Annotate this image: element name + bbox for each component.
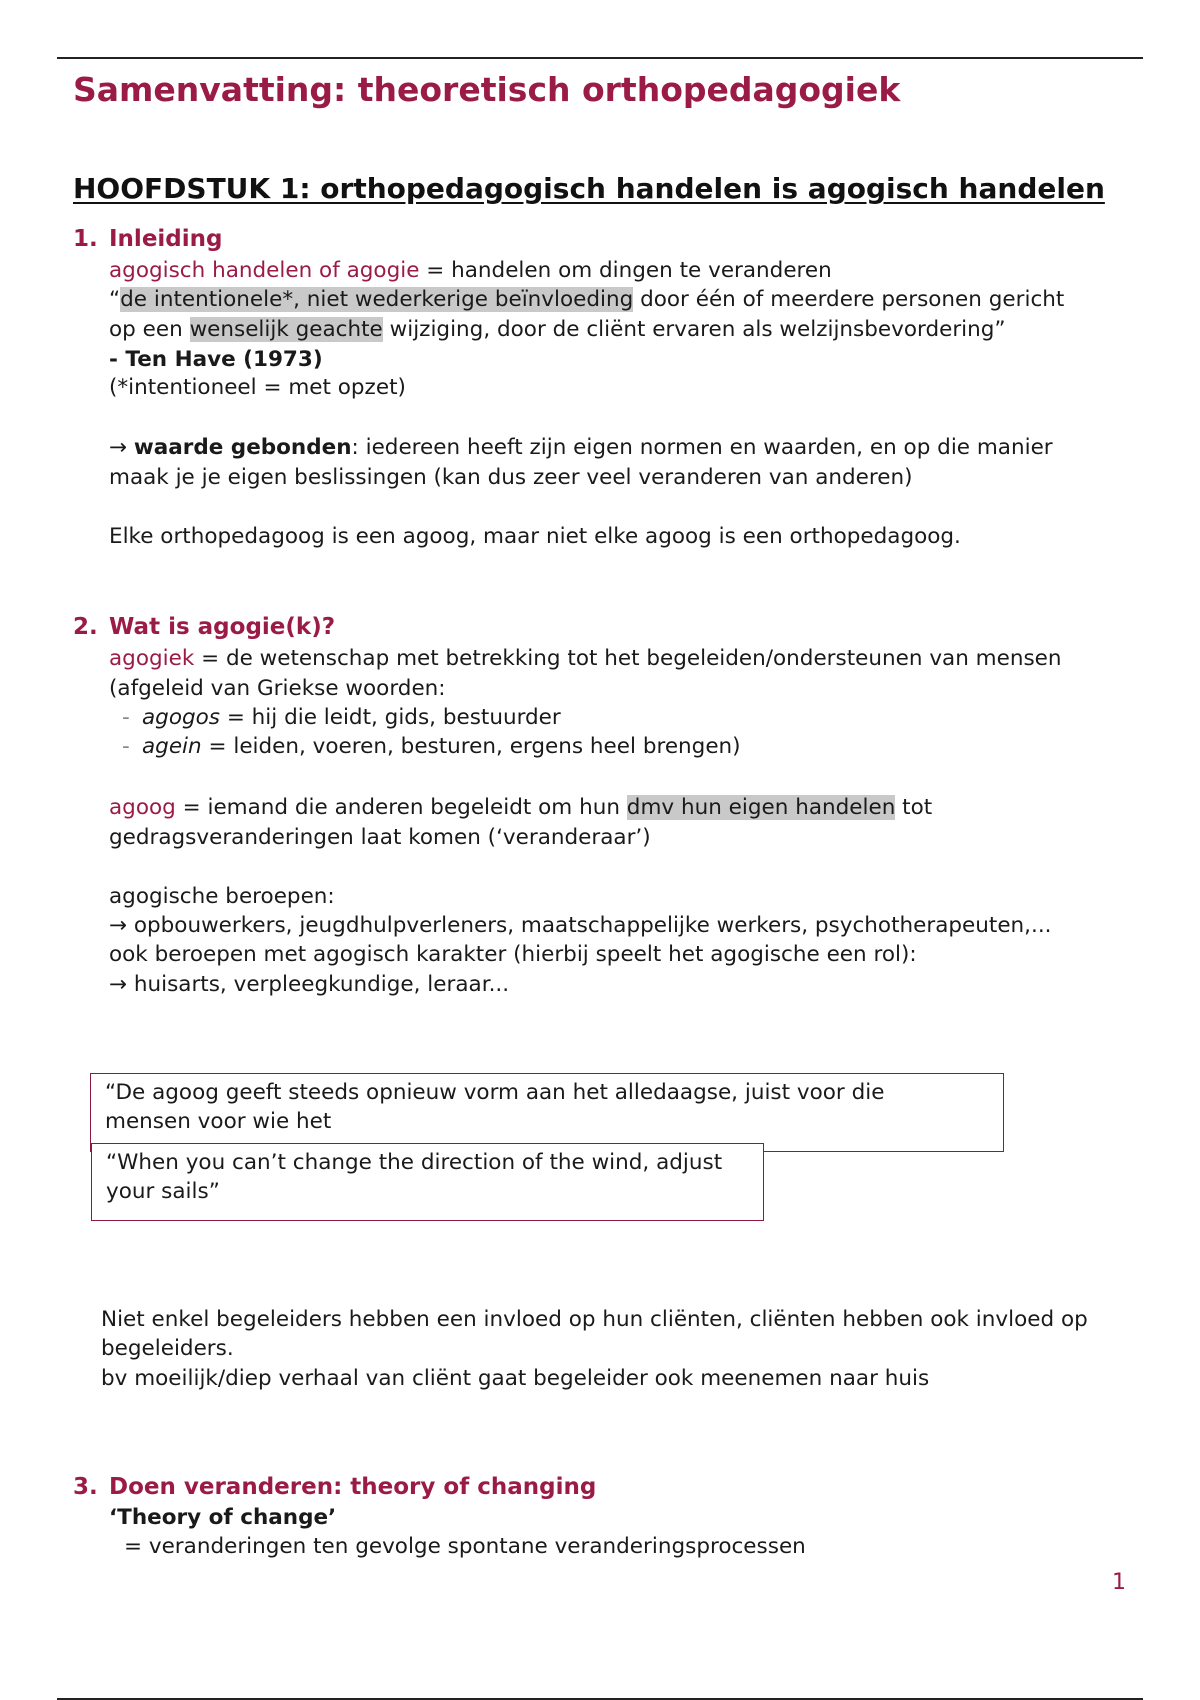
influence-line-3: bv moeilijk/diep verhaal van cliënt gaat begeleider ook meenemen naar huis — [101, 1366, 930, 1391]
quote-line-2: op een wenselijk geachte wijziging, door de cliënt ervaren als welzijnsbevordering” — [109, 317, 1006, 342]
section-title: Wat is agogie(k)? — [109, 614, 336, 640]
definition-agoog-line-2: gedragsveranderingen laat komen (‘veranderaar’) — [109, 825, 651, 850]
definition-agogie: agogisch handelen of agogie = handelen om dingen te veranderen — [109, 258, 832, 283]
list-item: - agogos = hij die leidt, gids, bestuurder — [122, 705, 561, 730]
highlight: de intentionele*, niet wederkerige beïnvloeding — [120, 287, 634, 312]
statement: Elke orthopedagoog is een agoog, maar niet elke agoog is een orthopedagoog. — [109, 524, 961, 549]
quote-box-2-line-2: your sails” — [106, 1179, 220, 1204]
section-3-heading — [73, 1474, 596, 1500]
chapter-heading: HOOFDSTUK 1: orthopedagogisch handelen is agogisch handelen — [73, 172, 1105, 205]
section-number: 2. — [73, 614, 98, 640]
highlight: wenselijk geachte — [189, 317, 383, 342]
highlight: dmv hun eigen handelen — [626, 795, 896, 820]
quote-box-1 — [90, 1073, 1004, 1152]
quote-author: - Ten Have (1973) — [109, 347, 323, 372]
quote-box-2 — [91, 1143, 764, 1221]
term: agogisch handelen of agogie — [109, 258, 420, 283]
definition-agoog: agoog = iemand die anderen begeleidt om hun dmv hun eigen handelen tot — [109, 795, 933, 820]
arrow-icon: → — [109, 913, 128, 938]
quote-line-1: “de intentionele*, niet wederkerige beïnvloeding door één of meerdere personen gericht — [109, 287, 1065, 312]
footnote: (*intentioneel = met opzet) — [109, 375, 406, 400]
influence-line-2: begeleiders. — [101, 1336, 234, 1361]
influence-line-1: Niet enkel begeleiders hebben een invloed op hun cliënten, cliënten hebben ook invloed op — [101, 1307, 1088, 1332]
arrow-icon: → — [109, 972, 128, 997]
section-2-heading — [73, 614, 335, 640]
section-1-heading — [73, 226, 222, 252]
section-number: 1. — [73, 226, 98, 252]
ook-beroepen: ook beroepen met agogisch karakter (hierbij speelt het agogische een rol): — [109, 942, 917, 967]
quote-box-2-line-1: “When you can’t change the direction of the wind, adjust — [106, 1150, 723, 1175]
document-title: Samenvatting: theoretisch orthopedagogiek — [73, 70, 901, 109]
section-title: Doen veranderen: theory of changing — [109, 1474, 597, 1500]
page-number: 1 — [1112, 1570, 1126, 1595]
derived-line: (afgeleid van Griekse woorden: — [109, 676, 446, 701]
quote-box-1-line-1: “De agoog geeft steeds opnieuw vorm aan het alledaagse, juist voor die — [105, 1080, 885, 1105]
beroepen-list: → opbouwerkers, jeugdhulpverleners, maatschappelijke werkers, psychotherapeuten,... — [109, 913, 1052, 938]
section-title: Inleiding — [109, 226, 223, 252]
value-bound-line-1: → waarde gebonden: iedereen heeft zijn eigen normen en waarden, en op die manier — [109, 435, 1053, 460]
value-bound-line-2: maak je je eigen beslissingen (kan dus zeer veel veranderen van anderen) — [109, 465, 913, 490]
list-item: - agein = leiden, voeren, besturen, ergens heel brengen) — [122, 734, 741, 759]
ook-list: → huisarts, verpleegkundige, leraar... — [109, 972, 510, 997]
beroepen-label: agogische beroepen: — [109, 884, 335, 909]
quote-box-1-line-2: mensen voor wie het — [105, 1109, 332, 1134]
theory-of-change-subheading: ‘Theory of change’ — [109, 1505, 337, 1530]
section-number: 3. — [73, 1474, 98, 1500]
top-rule — [57, 57, 1143, 59]
theory-of-change-definition: = veranderingen ten gevolge spontane veranderingsprocessen — [124, 1534, 806, 1559]
definition-agogiek: agogiek = de wetenschap met betrekking tot het begeleiden/ondersteunen van mensen — [109, 646, 1062, 671]
arrow-icon: → — [109, 435, 128, 460]
